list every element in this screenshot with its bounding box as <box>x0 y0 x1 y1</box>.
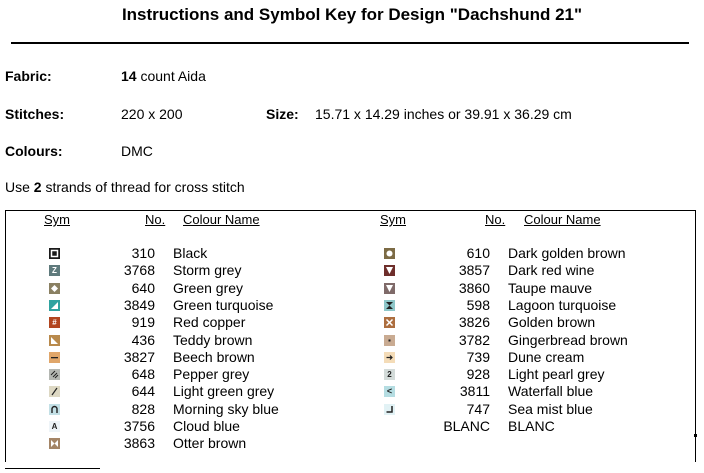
symbol-key-table <box>5 210 696 462</box>
colour-name: Red copper <box>173 314 246 331</box>
colour-name: Golden brown <box>508 314 596 331</box>
colour-name: Storm grey <box>173 262 242 279</box>
stitch-symbol-icon <box>49 283 60 294</box>
stitch-symbol-icon: A <box>49 421 60 432</box>
colour-name: Gingerbread brown <box>508 331 628 348</box>
colour-name: Cloud blue <box>173 418 240 434</box>
stitch-symbol-icon <box>49 248 60 259</box>
page-title: Instructions and Symbol Key for Design "Dachshund 21" <box>121 5 583 24</box>
fabric-count: 14 <box>121 68 137 84</box>
strands-instruction <box>5 179 245 195</box>
dmc-number: 3857 <box>458 262 490 279</box>
dmc-number: 310 <box>131 245 155 261</box>
stitch-symbol-icon: < <box>384 386 395 397</box>
right-no-header: No. <box>485 212 506 227</box>
stitch-symbol-icon: Z <box>49 265 60 276</box>
fabric-value <box>121 68 206 84</box>
colour-name: Lagoon turquoise <box>508 296 617 313</box>
dmc-number: 3768 <box>123 262 155 279</box>
stitch-symbol-icon <box>49 300 60 311</box>
dmc-number: 3863 <box>123 435 155 452</box>
stitch-symbol-icon <box>49 386 60 397</box>
title-divider <box>11 42 689 44</box>
right-name-header: Colour Name <box>524 212 601 227</box>
dmc-number: 928 <box>466 366 490 383</box>
dmc-number: 3827 <box>123 348 155 365</box>
dmc-number: 648 <box>131 366 155 383</box>
strands-pre: Use <box>5 179 30 195</box>
size-value: 15.71 x 14.29 inches or 39.91 x 36.29 cm <box>315 106 572 122</box>
colour-name: Green grey <box>173 279 244 296</box>
colour-name: Light green grey <box>173 383 275 400</box>
dmc-number: 3811 <box>459 383 490 400</box>
stitch-symbol-icon <box>384 265 395 276</box>
size-label: Size: <box>266 106 299 122</box>
stitch-symbol-icon <box>384 404 395 415</box>
stitch-symbol-icon <box>384 421 395 432</box>
colour-name: Dark red wine <box>508 262 595 279</box>
stitch-symbol-icon <box>49 404 60 415</box>
dmc-number: 3826 <box>458 314 490 331</box>
left-sym-header: Sym <box>44 212 70 227</box>
dmc-number: 3849 <box>123 296 155 313</box>
right-sym-header: Sym <box>380 212 406 227</box>
stitch-symbol-icon <box>49 438 60 449</box>
colour-name: Teddy brown <box>173 331 253 348</box>
stitch-symbol-icon <box>384 317 395 328</box>
stitch-symbol-icon <box>384 283 395 294</box>
strands-count: 2 <box>33 179 42 195</box>
colour-name: Sea mist blue <box>508 400 593 417</box>
dmc-number: 3860 <box>458 279 490 296</box>
fabric-type: count Aida <box>140 68 206 84</box>
corner-mark <box>694 434 697 437</box>
colour-name: Light pearl grey <box>508 366 605 383</box>
stitch-symbol-icon: 2 <box>384 369 395 380</box>
dmc-number: 640 <box>131 279 155 296</box>
stitch-symbol-icon <box>49 352 60 363</box>
dmc-number: 3756 <box>123 418 155 434</box>
stitch-symbol-icon <box>384 335 395 346</box>
colour-name: Waterfall blue <box>508 383 594 400</box>
left-no-header: No. <box>145 212 166 227</box>
dmc-number: 610 <box>466 245 490 261</box>
stitches-value: 220 x 200 <box>121 106 183 122</box>
dmc-number: BLANC <box>443 418 490 434</box>
colour-name: Dune cream <box>508 348 585 365</box>
dmc-number: 747 <box>466 400 490 417</box>
stitch-symbol-icon <box>49 335 60 346</box>
colours-value: DMC <box>121 143 153 159</box>
stitch-symbol-icon <box>384 248 395 259</box>
dmc-number: 598 <box>466 296 490 313</box>
colours-label: Colours: <box>5 143 63 159</box>
dmc-number: 739 <box>466 348 490 365</box>
dmc-number: 828 <box>131 400 155 417</box>
colour-name: Black <box>173 245 208 261</box>
colour-name: Green turquoise <box>173 296 274 313</box>
stitch-symbol-icon <box>49 369 60 380</box>
colour-name: Otter brown <box>173 435 247 452</box>
colour-name: Morning sky blue <box>173 400 279 417</box>
stitch-symbol-icon <box>384 300 395 311</box>
stitch-symbol-icon <box>384 352 395 363</box>
colour-name: Pepper grey <box>173 366 250 383</box>
strands-post: strands of thread for cross stitch <box>45 179 245 195</box>
fabric-label: Fabric: <box>5 68 52 84</box>
stitches-label: Stitches: <box>5 106 65 122</box>
left-name-header: Colour Name <box>183 212 260 227</box>
stitch-symbol-icon: # <box>49 317 60 328</box>
colour-name: Beech brown <box>173 348 255 365</box>
bottom-rule <box>5 468 100 469</box>
colour-name: Dark golden brown <box>508 245 626 261</box>
dmc-number: 3782 <box>458 331 490 348</box>
dmc-number: 644 <box>131 383 155 400</box>
colour-name: Taupe mauve <box>508 279 593 296</box>
colour-name: BLANC <box>508 418 555 434</box>
dmc-number: 919 <box>131 314 155 331</box>
dmc-number: 436 <box>131 331 155 348</box>
